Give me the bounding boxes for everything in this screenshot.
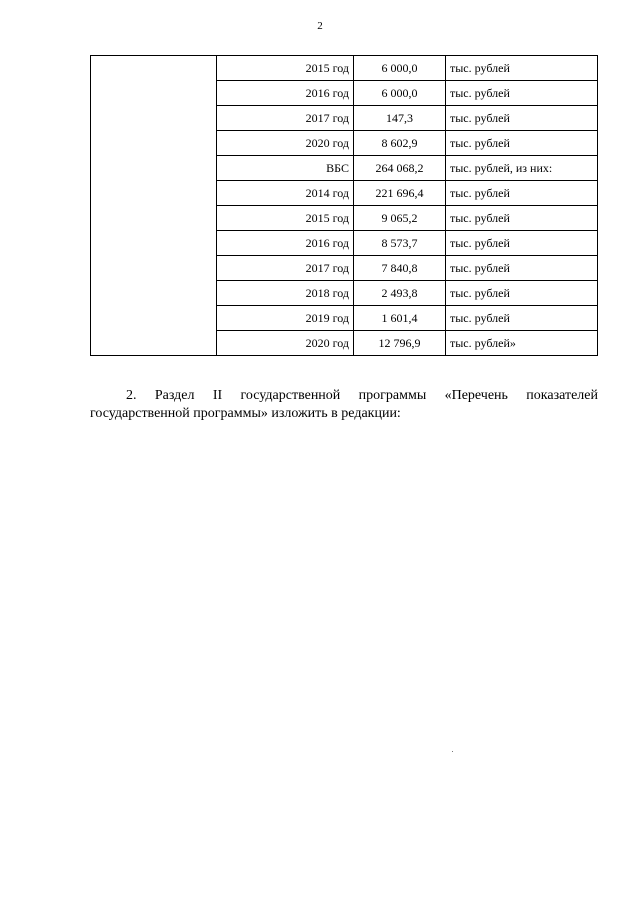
scan-speck [452, 751, 453, 752]
row-amount-cell: 221 696,4 [354, 181, 446, 206]
row-amount-cell: 1 601,4 [354, 306, 446, 331]
row-label-cell: 2017 год [217, 106, 354, 131]
row-unit-cell: тыс. рублей [446, 206, 598, 231]
row-label-cell: 2017 год [217, 256, 354, 281]
row-amount-cell: 8 573,7 [354, 231, 446, 256]
row-amount-cell: 8 602,9 [354, 131, 446, 156]
row-unit-cell: тыс. рублей [446, 281, 598, 306]
row-unit-cell: тыс. рублей [446, 181, 598, 206]
budget-table-body [91, 56, 598, 356]
page-number: 2 [317, 20, 323, 32]
row-label-cell: ВБС [217, 156, 354, 181]
row-amount-cell: 6 000,0 [354, 81, 446, 106]
row-unit-cell: тыс. рублей [446, 56, 598, 81]
section-paragraph: 2. Раздел II государственной программы «Перечень показателей государственной программы» изложить в редакции: [90, 388, 598, 421]
row-label-cell: 2019 год [217, 306, 354, 331]
row-amount-cell: 9 065,2 [354, 206, 446, 231]
row-label-cell: 2015 год [217, 56, 354, 81]
row-unit-cell: тыс. рублей [446, 231, 598, 256]
budget-table [90, 55, 598, 356]
row-unit-cell: тыс. рублей [446, 106, 598, 131]
row-label-cell: 2016 год [217, 231, 354, 256]
row-label-cell: 2015 год [217, 206, 354, 231]
row-label-cell: 2020 год [217, 131, 354, 156]
row-amount-cell: 6 000,0 [354, 56, 446, 81]
row-unit-cell: тыс. рублей» [446, 331, 598, 356]
empty-first-column-cell [91, 56, 217, 356]
row-unit-cell: тыс. рублей [446, 81, 598, 106]
row-amount-cell: 2 493,8 [354, 281, 446, 306]
row-amount-cell: 147,3 [354, 106, 446, 131]
row-amount-cell: 7 840,8 [354, 256, 446, 281]
row-label-cell: 2016 год [217, 81, 354, 106]
row-label-cell: 2018 год [217, 281, 354, 306]
row-amount-cell: 12 796,9 [354, 331, 446, 356]
row-unit-cell: тыс. рублей [446, 256, 598, 281]
table-row [91, 56, 598, 81]
row-label-cell: 2014 год [217, 181, 354, 206]
row-label-cell: 2020 год [217, 331, 354, 356]
row-unit-cell: тыс. рублей [446, 306, 598, 331]
row-amount-cell: 264 068,2 [354, 156, 446, 181]
row-unit-cell: тыс. рублей, из них: [446, 156, 598, 181]
row-unit-cell: тыс. рублей [446, 131, 598, 156]
